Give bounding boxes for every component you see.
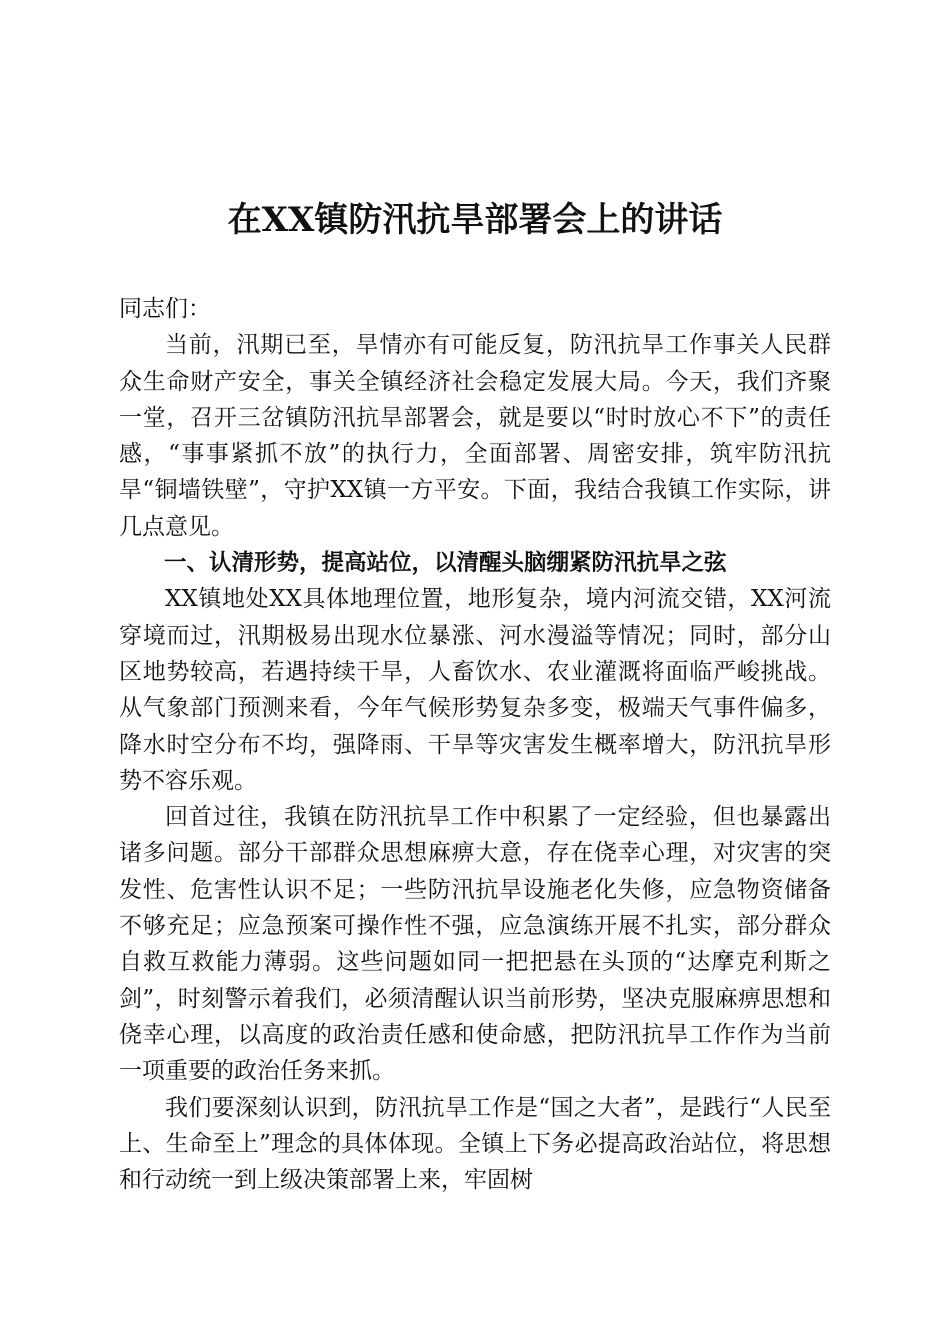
intro-paragraph: 当前，汛期已至，旱情亦有可能反复，防汛抗旱工作事关人民群众生命财产安全，事关全镇经济社会稳定发展大局。今天，我们齐聚一堂，召开三岔镇防汛抗旱部署会，就是要以“时时放心不下”的责任感，“事事紧抓不放”的执行力，全面部署、周密安排，筑牢防汛抗旱“铜墙铁壁”，守护XX镇一方平安。下面，我结合我镇工作实际，讲几点意见。: [119, 332, 831, 540]
document-body: [119, 291, 831, 1198]
section-heading: 一、认清形势，提高站位，以清醒头脑绷紧防汛抗旱之弦: [164, 550, 727, 577]
salutation: 同志们：: [119, 296, 211, 322]
body-paragraph: XX镇地处XX具体地理位置，地形复杂，境内河流交错，XX河流穿境而过，汛期极易出现水位暴涨、河水漫溢等情况；同时，部分山区地势较高，若遇持续干旱，人畜饮水、农业灌溉将面临严峻挑战。从气象部门预测来看，今年气候形势复杂多变，极端天气事件偏多，降水时空分布不均，强降雨、干旱等灾害发生概率增大，防汛抗旱形势不容乐观。: [119, 586, 831, 794]
body-paragraph: 回首过往，我镇在防汛抗旱工作中积累了一定经验，但也暴露出诸多问题。部分干部群众思想麻痹大意，存在侥幸心理，对灾害的突发性、危害性认识不足；一些防汛抗旱设施老化失修，应急物资储备不够充足；应急预案可操作性不强，应急演练开展不扎实，部分群众自救互救能力薄弱。这些问题如同一把把悬在头顶的“达摩克利斯之剑”，时刻警示着我们，必须清醒认识当前形势，坚决克服麻痹思想和侥幸心理，以高度的政治责任感和使命感，把防汛抗旱工作作为当前一项重要的政治任务来抓。: [119, 804, 831, 1085]
body-paragraph: 我们要深刻认识到，防汛抗旱工作是“国之大者”，是践行“人民至上、生命至上”理念的具体体现。全镇上下务必提高政治站位，将思想和行动统一到上级决策部署上来，牢固树: [119, 1094, 831, 1194]
document-title: 在XX镇防汛抗旱部署会上的讲话: [227, 200, 723, 240]
